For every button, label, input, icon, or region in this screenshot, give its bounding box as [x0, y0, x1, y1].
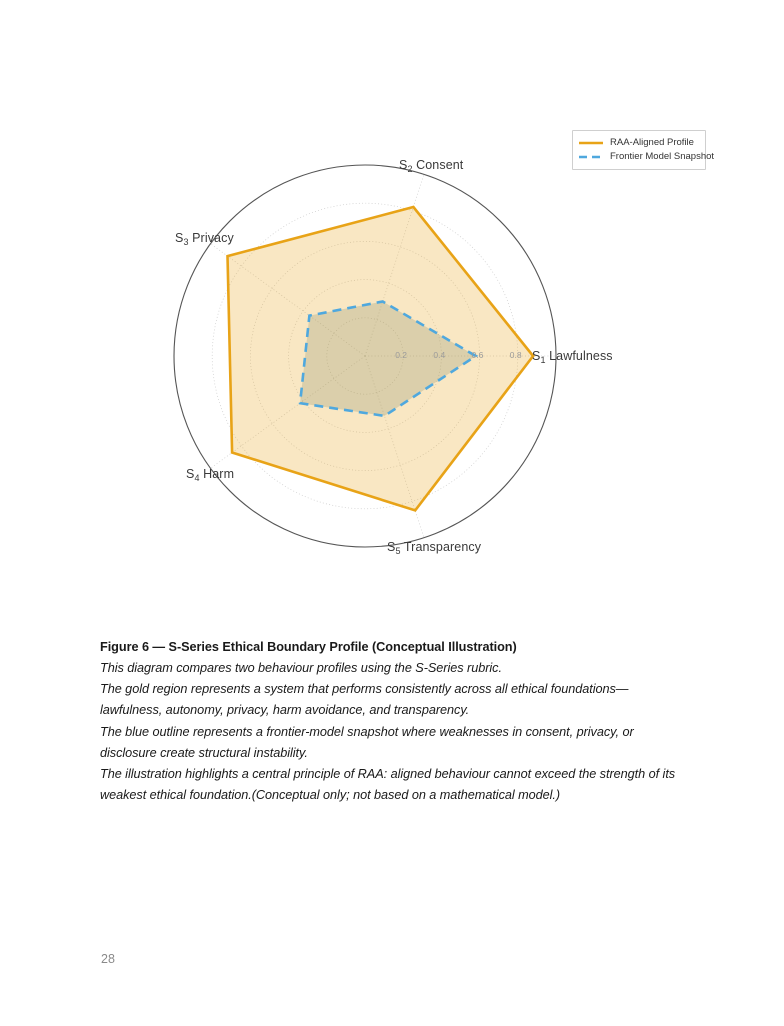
svg-text:S4 Harm [186, 467, 234, 483]
axis-label-name-3: Privacy [192, 231, 234, 245]
axis-label-lawfulness [532, 349, 613, 365]
legend-label-raa-aligned: RAA-Aligned Profile [610, 137, 694, 148]
axis-label-name-1: Lawfulness [549, 349, 613, 363]
rtick-label-2: 0.6 [471, 350, 484, 360]
axis-label-subscript-1: 1 [540, 355, 546, 365]
axis-label-prefix-1: S [532, 349, 541, 363]
axis-label-prefix-4: S [186, 467, 195, 481]
axis-label-privacy [175, 231, 234, 247]
rtick-label-3: 0.8 [509, 350, 522, 360]
axis-label-prefix-3: S [175, 231, 184, 245]
axis-label-transparency [387, 540, 482, 556]
axis-label-name-4: Harm [203, 467, 235, 481]
legend-item-raa-aligned [578, 136, 699, 150]
svg-text:S3 Privacy [175, 231, 234, 247]
legend-line-dashed-icon [578, 151, 604, 163]
axis-label-prefix-5: S [387, 540, 396, 554]
svg-text:S1 Lawfulness [532, 349, 613, 365]
rtick-label-1: 0.4 [433, 350, 446, 360]
rtick-label-0: 0.2 [395, 350, 408, 360]
legend-item-frontier-snapshot [578, 150, 715, 164]
axis-label-subscript-2: 2 [407, 164, 413, 174]
axis-label-harm [186, 467, 234, 483]
caption-line-2: The gold region represents a system that performs consistently across all ethical foundations—lawfulness, autonomy, privacy, harm avoidance, and transparency. [100, 682, 629, 718]
axis-label-name-5: Transparency [403, 540, 482, 554]
caption-line-1: This diagram compares two behaviour profiles using the S-Series rubric. [100, 661, 502, 675]
svg-text:S2 Consent [399, 158, 464, 174]
axis-label-subscript-5: 5 [395, 546, 401, 556]
caption-line-3: The blue outline represents a frontier-model snapshot where weaknesses in consent, privacy, or disclosure create structural instability. [100, 724, 634, 760]
page-number: 28 [101, 952, 115, 966]
chart-legend [572, 130, 715, 170]
svg-text:S5 Transparency [387, 540, 482, 556]
axis-label-prefix-2: S [399, 158, 408, 172]
legend-line-solid-icon [578, 137, 604, 149]
axis-label-subscript-3: 3 [183, 237, 189, 247]
axis-label-consent [399, 158, 464, 174]
caption-title: Figure 6 — S-Series Ethical Boundary Profile (Conceptual Illustration) [100, 640, 517, 654]
figure-caption [100, 637, 680, 806]
caption-line-4: The illustration highlights a central principle of RAA: aligned behaviour cannot exceed the strength of its weakest ethical foundation.(Conceptual only; not based on a mathematical model.) [100, 767, 676, 803]
legend-label-frontier-snapshot: Frontier Model Snapshot [610, 151, 715, 162]
axis-label-name-2: Consent [416, 158, 464, 172]
axis-label-subscript-4: 4 [194, 473, 200, 483]
